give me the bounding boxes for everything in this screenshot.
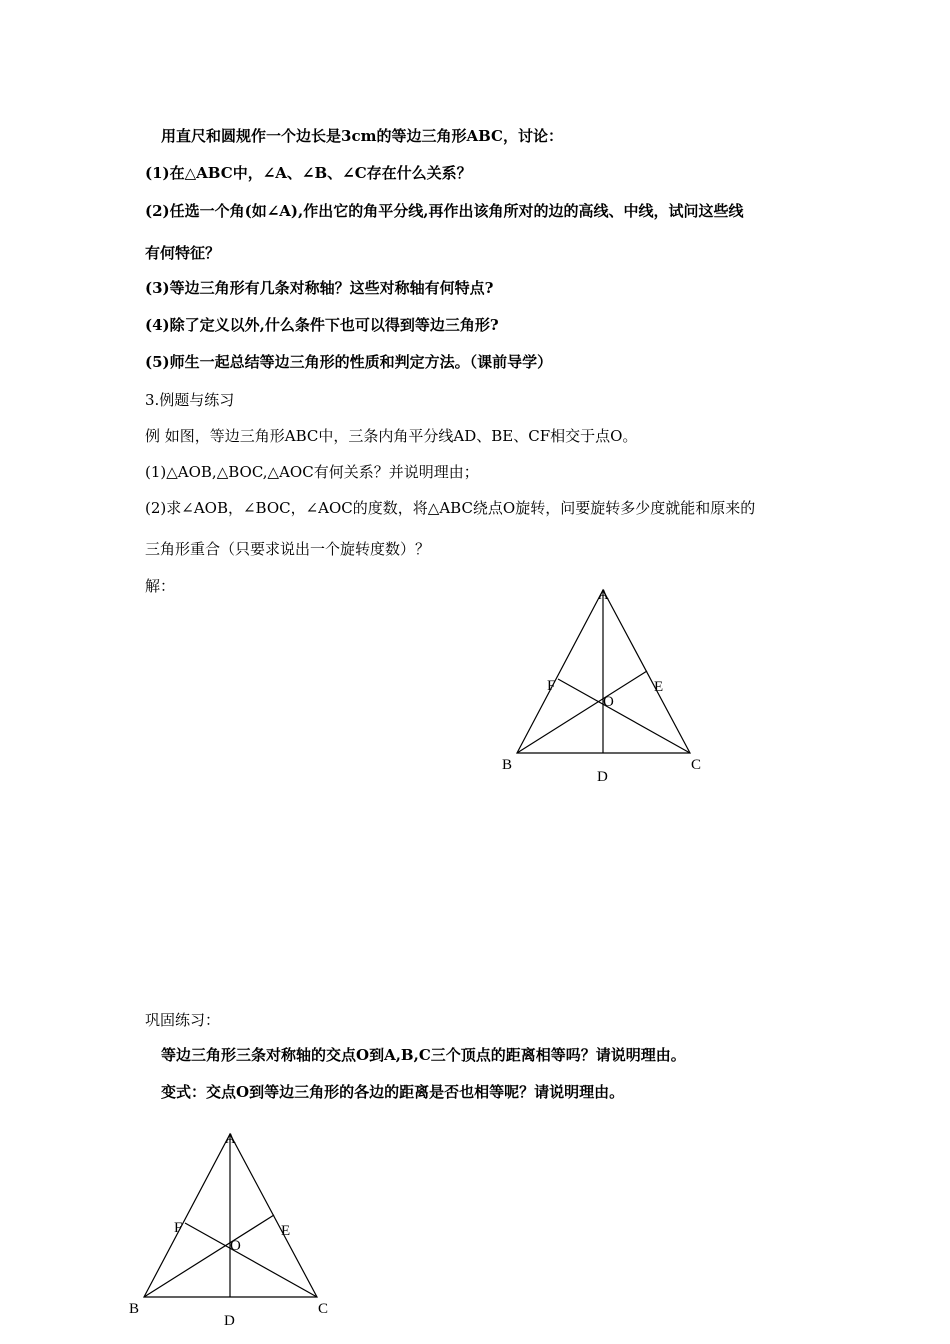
bisector-be	[517, 671, 647, 753]
discussion-question-2-cont: 有何特征？	[145, 244, 221, 262]
practice-variant: 变式：交点O到等边三角形的各边的距离是否也相等呢？请说明理由。	[161, 1083, 625, 1101]
discussion-question-4: (4)除了定义以外,什么条件下也可以得到等边三角形?	[145, 316, 499, 334]
solution-label: 解：	[145, 577, 176, 595]
construction-instruction: 用直尺和圆规作一个边长是3cm的等边三角形ABC，讨论：	[161, 127, 563, 145]
example-part-2: (2)求∠AOB，∠BOC，∠AOC的度数，将△ABC绕点O旋转，问要旋转多少度就能和原来的	[145, 499, 756, 517]
label-b: B	[129, 1301, 140, 1317]
triangle-figure-2	[122, 1126, 352, 1335]
label-c: C	[691, 757, 702, 773]
discussion-question-1: (1)在△ABC中，∠A、∠B、∠C存在什么关系？	[145, 164, 472, 182]
practice-question: 等边三角形三条对称轴的交点O到A,B,C三个顶点的距离相等吗？请说明理由。	[161, 1046, 686, 1064]
example-part-2-cont: 三角形重合（只要求说出一个旋转度数）？	[145, 540, 431, 558]
label-a: A	[598, 587, 609, 603]
label-a: A	[225, 1131, 236, 1147]
label-f: F	[174, 1220, 183, 1236]
bisector-be	[144, 1215, 274, 1297]
label-o: O	[603, 694, 614, 710]
example-part-1: (1)△AOB,△BOC,△AOC有何关系？并说明理由；	[145, 463, 479, 481]
label-e: E	[281, 1223, 291, 1239]
discussion-question-3: (3)等边三角形有几条对称轴？这些对称轴有何特点?	[145, 279, 494, 297]
section-title: 3.例题与练习	[145, 391, 235, 409]
example-statement: 例 如图，等边三角形ABC中，三条内角平分线AD、BE、CF相交于点O。	[145, 427, 638, 445]
label-d: D	[224, 1313, 235, 1329]
label-o: O	[230, 1238, 241, 1254]
label-b: B	[502, 757, 513, 773]
practice-title: 巩固练习：	[145, 1011, 221, 1029]
label-f: F	[547, 678, 556, 694]
discussion-question-2: (2)任选一个角(如∠A),作出它的角平分线,再作出该角所对的边的高线、中线，试问这些线	[145, 202, 744, 220]
label-d: D	[597, 769, 608, 785]
label-e: E	[654, 679, 664, 695]
triangle-figure-1	[495, 582, 725, 791]
label-c: C	[318, 1301, 329, 1317]
discussion-question-5: (5)师生一起总结等边三角形的性质和判定方法。（课前导学）	[145, 353, 553, 371]
